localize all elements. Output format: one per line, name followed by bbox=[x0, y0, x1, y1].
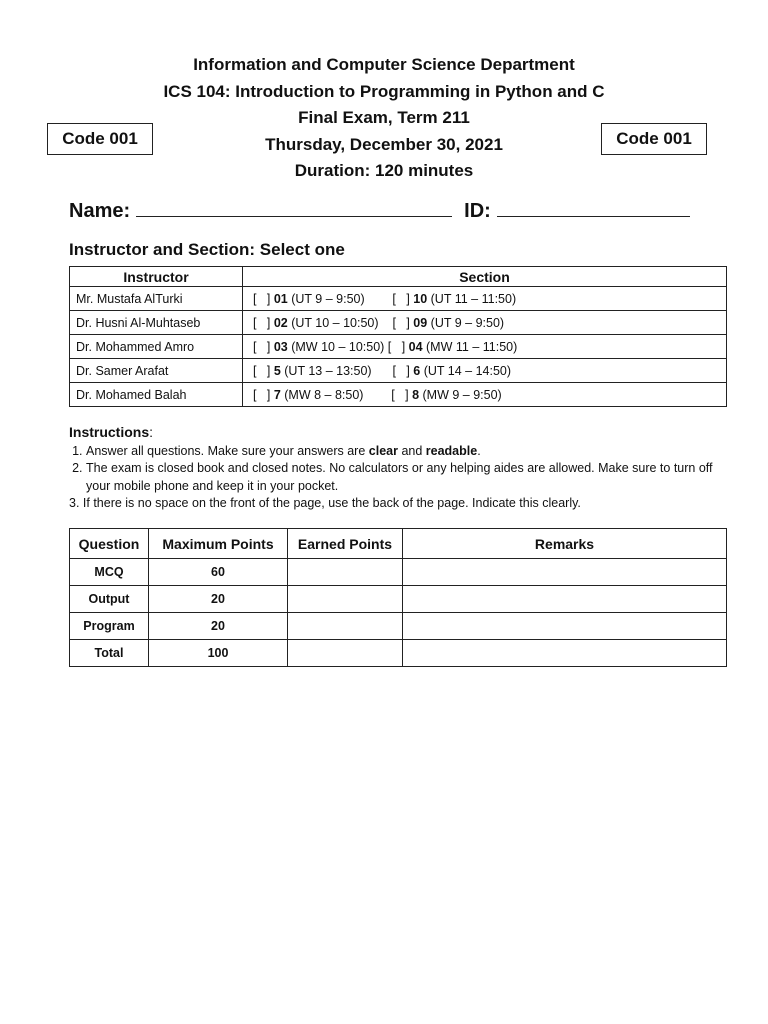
exam-duration: Duration: 120 minutes bbox=[294, 161, 474, 180]
question-cell: MCQ bbox=[70, 559, 149, 586]
remarks-cell[interactable] bbox=[403, 613, 727, 640]
instructions-block bbox=[69, 424, 719, 513]
instruction-item: 3. If there is no space on the front of the page, use the back of the page. Indicate this clearly. bbox=[69, 496, 581, 510]
points-table bbox=[69, 528, 727, 667]
remarks-header: Remarks bbox=[403, 529, 727, 559]
section-number: 04 bbox=[408, 339, 423, 354]
max-points-cell: 60 bbox=[149, 559, 288, 586]
exam-term: Final Exam, Term 211 bbox=[298, 108, 470, 127]
table-row bbox=[70, 335, 727, 359]
section-options[interactable] bbox=[243, 359, 727, 383]
section-time: (UT 9 – 9:50) bbox=[287, 291, 393, 306]
section-time: (UT 11 – 11:50) bbox=[427, 291, 517, 306]
section-options[interactable] bbox=[243, 311, 727, 335]
table-row bbox=[70, 613, 727, 640]
instructions-heading: Instructions: bbox=[69, 424, 154, 440]
section-time: (UT 13 – 13:50) bbox=[280, 363, 393, 378]
section-checkbox[interactable]: [ ] bbox=[392, 291, 414, 306]
exam-code-right: Code 001 bbox=[601, 123, 707, 155]
instruction-item: 1. Answer all questions. Make sure your answers are clear and readable. bbox=[86, 443, 719, 461]
question-header: Question bbox=[70, 529, 149, 559]
table-row bbox=[70, 311, 727, 335]
section-checkbox[interactable]: [ ] bbox=[253, 315, 274, 330]
section-number: 10 bbox=[413, 291, 428, 306]
remarks-cell[interactable] bbox=[403, 586, 727, 613]
section-checkbox[interactable]: [ ] bbox=[253, 387, 274, 402]
earned-points-cell[interactable] bbox=[288, 559, 403, 586]
id-label: ID: bbox=[464, 200, 491, 222]
earned-points-cell[interactable] bbox=[288, 586, 403, 613]
section-time: (UT 14 – 14:50) bbox=[420, 363, 512, 378]
instruction-item: 2. The exam is closed book and closed notes. No calculators or any helping aides are allowed. Make sure to turn off your mobile phone and keep it in your pocket. bbox=[86, 460, 719, 495]
section-checkbox[interactable]: [ ] bbox=[253, 291, 274, 306]
table-row bbox=[70, 383, 727, 407]
course-title: ICS 104: Introduction to Programming in Python and C bbox=[163, 81, 605, 101]
section-time: (MW 8 – 8:50) bbox=[280, 387, 392, 402]
section-time: (UT 9 – 9:50) bbox=[427, 315, 505, 330]
section-time: (MW 11 – 11:50) bbox=[422, 339, 518, 354]
table-row bbox=[70, 359, 727, 383]
max-points-header: Maximum Points bbox=[149, 529, 288, 559]
exam-code-left: Code 001 bbox=[47, 123, 153, 155]
section-number: 03 bbox=[273, 339, 288, 354]
id-field[interactable] bbox=[497, 198, 690, 217]
remarks-cell[interactable] bbox=[403, 559, 727, 586]
section-number: 01 bbox=[273, 291, 288, 306]
question-cell: Total bbox=[70, 640, 149, 667]
instructor-name: Dr. Mohamed Balah bbox=[70, 383, 243, 407]
department-title: Information and Computer Science Department bbox=[193, 55, 575, 74]
question-cell: Output bbox=[70, 586, 149, 613]
earned-points-header: Earned Points bbox=[288, 529, 403, 559]
table-row bbox=[70, 586, 727, 613]
max-points-cell: 20 bbox=[149, 613, 288, 640]
section-checkbox[interactable]: [ ] bbox=[253, 363, 274, 378]
instructor-name: Dr. Husni Al-Muhtaseb bbox=[70, 311, 243, 335]
max-points-cell: 100 bbox=[149, 640, 288, 667]
instructor-section-title: Instructor and Section: Select one bbox=[69, 240, 345, 259]
table-row bbox=[70, 559, 727, 586]
section-number: 09 bbox=[413, 315, 428, 330]
section-number: 7 bbox=[273, 387, 281, 402]
table-row bbox=[70, 640, 727, 667]
section-options[interactable] bbox=[243, 335, 727, 359]
section-header: Section bbox=[243, 267, 727, 287]
instructor-name: Dr. Mohammed Amro bbox=[70, 335, 243, 359]
name-label: Name: bbox=[69, 200, 131, 222]
section-time: (MW 9 – 9:50) bbox=[419, 387, 502, 402]
section-checkbox[interactable]: [ ] bbox=[392, 315, 414, 330]
remarks-cell[interactable] bbox=[403, 640, 727, 667]
section-time: (MW 10 – 10:50) bbox=[287, 339, 388, 354]
section-number: 6 bbox=[413, 363, 421, 378]
section-checkbox[interactable]: [ ] bbox=[392, 363, 414, 378]
question-cell: Program bbox=[70, 613, 149, 640]
section-number: 8 bbox=[412, 387, 420, 402]
exam-date: Thursday, December 30, 2021 bbox=[265, 134, 503, 154]
instructor-section-table bbox=[69, 266, 727, 407]
section-checkbox[interactable]: [ ] bbox=[387, 339, 409, 354]
earned-points-cell[interactable] bbox=[288, 640, 403, 667]
section-number: 5 bbox=[273, 363, 281, 378]
instructor-name: Mr. Mustafa AlTurki bbox=[70, 287, 243, 311]
section-checkbox[interactable]: [ ] bbox=[253, 339, 274, 354]
earned-points-cell[interactable] bbox=[288, 613, 403, 640]
max-points-cell: 20 bbox=[149, 586, 288, 613]
instructor-name: Dr. Samer Arafat bbox=[70, 359, 243, 383]
section-options[interactable] bbox=[243, 383, 727, 407]
section-number: 02 bbox=[273, 315, 288, 330]
name-id-row bbox=[69, 198, 709, 223]
section-time: (UT 10 – 10:50) bbox=[287, 315, 393, 330]
exam-header bbox=[0, 52, 768, 185]
section-options[interactable] bbox=[243, 287, 727, 311]
section-checkbox[interactable]: [ ] bbox=[391, 387, 413, 402]
name-field[interactable] bbox=[136, 198, 452, 217]
table-row bbox=[70, 287, 727, 311]
instructor-header: Instructor bbox=[70, 267, 243, 287]
